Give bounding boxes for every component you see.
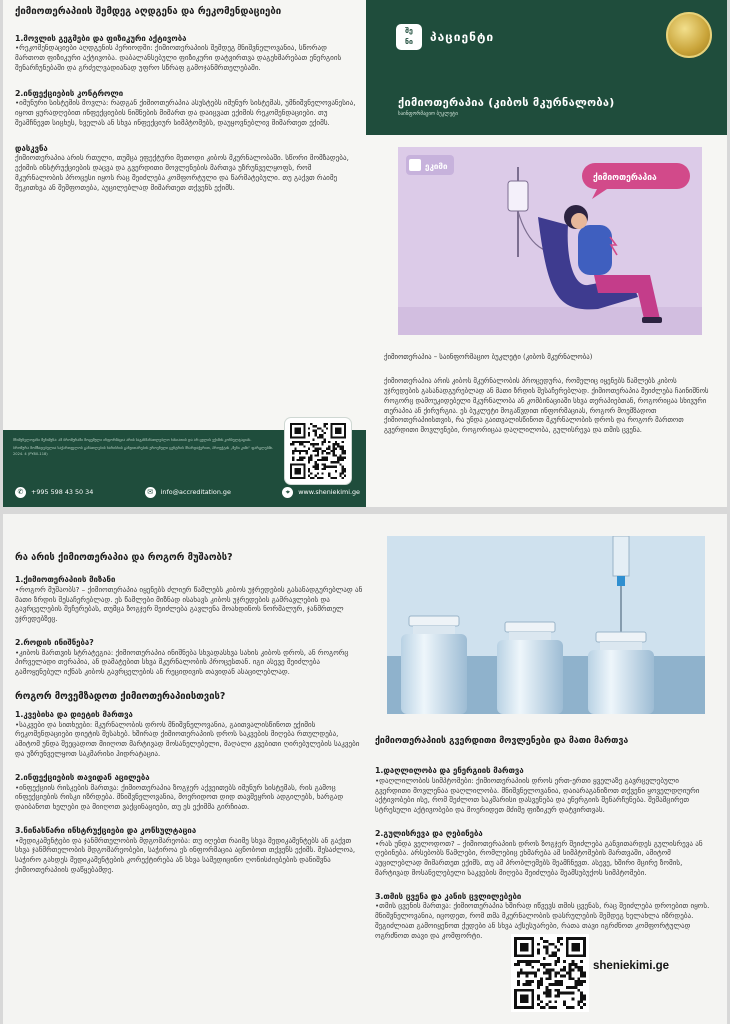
section-heading: 1.კვებისა და დიეტის მართვა bbox=[15, 709, 133, 719]
brand-logo bbox=[396, 24, 494, 50]
section-heading: 3.ნინასწარი ინსტრუქციები და კონსულტაცია bbox=[15, 825, 197, 835]
qr-code-watermark[interactable] bbox=[511, 934, 589, 1012]
section-infections bbox=[15, 89, 356, 128]
contact-phone[interactable] bbox=[15, 487, 93, 498]
logo-mark-top: შე bbox=[405, 27, 413, 35]
section-text: •როგორ მუშაობს? – ქიმიოთერაპია იყენებს ძლიერ წამლებს კიბოს უჯრედების გასანადგურებლად ან მათი ზრდის შესაჩერებლად. ეს წამლები მიზნად ისახავს კიბოს უჯრედების გამრავლების და გავრცელების შეჩერებას, თუმცა ზოგჯერ შეიძლება გავლენა მოახდინოს ნორმალურ, ჯანმრთელ უჯრედებზეც. bbox=[15, 584, 363, 624]
illustration-logo-text: ეკიმი bbox=[425, 162, 448, 171]
globe-icon: ⌖ bbox=[282, 487, 293, 498]
side-effects-heading: ქიმიოთერაპიის გვერდითი მოვლენები და მათი მართვა bbox=[375, 736, 629, 746]
section-text: ქიმიოთერაპია არის რთული, თუმცა ეფექტური მეთოდი კიბოს მკურნალობაში. სწორი მომზადება, ექიმის ინსტრუქციების დაცვა და გვერდითი მოვლენების მართვა უზრუნველყოფს, რომ მკურნალობის პროცესი იყოს რაც შეიძლება კომფორტული და წარმატებული. თუ გაქვთ რაიმე შეკითხვა ან შეშფოთება, აუცილებლად მიმართეთ თქვენს ექიმს. bbox=[15, 153, 349, 192]
brand-name: პაციენტი bbox=[430, 30, 495, 44]
brochure-page-2 bbox=[3, 514, 727, 1024]
section-heading: 1.მოვლის გეგმები და ფიზიკური აქტივობა bbox=[15, 33, 187, 43]
cover-subtitle: საინფორმაციო ბუკლეტი bbox=[398, 111, 458, 117]
section-text: •დაღლილობის სიმპტომები: ქიმიოთერაპიის დროს ერთ-ერთი ყველაზე გავრცელებული გვერდითი მოვლენაა დაღლილობა. მნიშვნელოვანია, დაიარაგანიზოთ თქვენი ყოველდღიური აქტივობები ისე, რომ შეძლოთ საკმარისი დასვენება და ენერგიის შენარჩუნება. შემამცირეთ სტრესული აქტივობები და მოერიდეთ მძიმე ფიზიკურ დატვირთვას. bbox=[375, 775, 700, 815]
section-infection-prevention bbox=[15, 773, 365, 812]
seal-badge bbox=[666, 12, 712, 58]
section-heading: 1.ქიმიოთერაპიის მიზანი bbox=[15, 575, 116, 584]
logo-mark-bottom: ნი bbox=[405, 38, 413, 46]
contact-website[interactable] bbox=[282, 487, 360, 498]
section-activity bbox=[15, 34, 356, 73]
footer-note: ბროშურა მომზადებულია საქართველოს განათლების ხარისხის განვითარების ეროვნული ცენტრის მხარდაჭერით, პროექტის „შენი კიმი“ ფარგლებში. 2024. 4 (PY80-118) bbox=[13, 446, 274, 456]
green-footer bbox=[3, 430, 366, 507]
section-heading: 2.გულისრევა და ღებინება bbox=[375, 828, 483, 838]
section-nausea bbox=[375, 829, 717, 878]
email-icon: ✉ bbox=[145, 487, 156, 498]
section-text: •რას უნდა ველოდოთ? – ქიმიოთერაპიის დროს ზოგჯერ შეიძლება განვითარდეს გულისრევა ან ღებინება. არსებობს წამლები, რომლებიც ეხმარება ამ სიმპტომების მართვაში, ამიტომ აუცილებლად მიმართეთ ექიმს, თუ ამ პრობლემებს შეამჩნევთ. ასევე, ხშირი მცირე ზომის, მარტივად მოსანელებელი საკვების მიღება შეიძლება შეამსუბუქოს სიმპტომები. bbox=[375, 838, 703, 877]
section-consultation bbox=[15, 826, 365, 875]
section-heading: 2.ინფექციების თავიდან აცილება bbox=[15, 772, 150, 782]
contact-bar bbox=[15, 484, 360, 500]
section-heading: 2.ინფექციების კონტროლი bbox=[15, 88, 124, 98]
section-text: •ინფექციის რისკების მართვა: ქიმიოთერაპია ზოგჯერ აქვეითებს იმუნურ სისტემას, რის გამოც ინფექციების რისკი იზრდება. მნიშვნელოვანია, მოერიდოთ დიდ თავშეყრის ადგილებს, ხარგად დაიბანოთ ხელები და მიიღოთ ვაქცინაციები, თუ ეს ექიმმა გირჩიათ. bbox=[15, 782, 344, 812]
footer-disclaimer bbox=[13, 438, 283, 460]
page2-right-column bbox=[375, 514, 727, 1024]
qr-code-graphic bbox=[514, 937, 586, 1009]
watermark-overlay bbox=[375, 914, 727, 1024]
section-text: •რეკომენდაციები აღდგენის პერიოდში: ქიმიოთერაპიის შემდეგ მნიშვნელოვანია, სწორად მართოთ ფიზიკური აქტივობა. დაბალანსებული ფიზიკური დატვირთვა დაგეხმარებათ ენერგიის შენარჩუნებაში და გრძელვადიანად უფრო სწრაფ გამოჯანმრთელებაში. bbox=[15, 43, 342, 72]
section-text: •იმუნური სისტემის მოვლა: რადგან ქიმიოთერაპია ასუსტებს იმუნურ სისტემას, უმნიშვნელოვანესია, იყოთ ყურადღებით ინფექციების ნიშნების მიმართ და დაიცვათ ექიმის რეკომენდაციები. თუ შეამჩნევთ სიცხეს, ხველას ან სხვა ინფექციურ სიმპტომებს, დაუყოვნებლივ მიმართეთ ექიმს. bbox=[15, 98, 356, 127]
vials-graphic bbox=[387, 536, 705, 714]
email-address: info@accreditation.ge bbox=[160, 488, 231, 496]
page2-heading-prepare: როგორ მოვემზადოთ ქიმიოთერაპიისთვის? bbox=[15, 690, 226, 702]
section-text: •თმის ცვენის მართვა: ქიმიოთერაპია ხშირად იწვევს თმის ცვენას, რაც შეიძლება დროებით იყოს. მნიშვნელოვანია, იცოდეთ, რომ თმა მკურნალობის დასრულების შემდეგ ხელახლა იზრდება. შეგიძლიათ გამოიყენოთ ქუდები ან სხვა აქსესუარები, რათა თავი იგრძნოთ კომფორტულად ოგრძნოთ თავი და კომფორტი. bbox=[375, 901, 710, 940]
vials-photo bbox=[387, 536, 705, 714]
watermark-website[interactable]: sheniekimi.ge bbox=[593, 960, 670, 972]
cover-header bbox=[366, 0, 727, 135]
website-url: www.sheniekimi.ge bbox=[298, 488, 360, 496]
section-conclusion bbox=[15, 144, 356, 193]
illustration-graphic bbox=[398, 147, 702, 335]
section-text: •მედიკამენტები და ჯანმრთელობის მდგომარეობა: თუ იღებთ რაიმე სხვა მედიკამენტებს ან გაქვთ სხვა ჯანმრთელობის მდგომარეობები, საჭიროა ეს ინფორმაცია აცნობოთ თქვენს ექიმს. შესაძლოა, საჭირო გახდეს მედიკამენტების კორექტირება ან სხვა სამედიცინო ღონისძიებების დანიშვნა ქიმიოთერაპიის დაწყებამდე. bbox=[15, 835, 356, 874]
cover-content bbox=[366, 135, 727, 507]
qr-code-graphic bbox=[290, 423, 346, 479]
phone-number: +995 598 43 50 34 bbox=[31, 488, 94, 496]
section-heading: 1.დაღლილობა და ენერგიის მართვა bbox=[375, 766, 524, 775]
section-diet bbox=[15, 710, 365, 759]
section-goal bbox=[15, 575, 365, 624]
page2-left-column bbox=[3, 514, 375, 1024]
illustration-bubble-text: ქიმიოთერაპია bbox=[593, 173, 657, 183]
section-heading: დასკვნა bbox=[15, 143, 48, 153]
page1-left-column bbox=[3, 0, 366, 430]
illustration-caption: ქიმიოთერაპია – საინფორმაციო ბუკლეტი (კიბოს მკურნალობა) bbox=[384, 353, 593, 361]
footer-note: მნიშვნელოვანი შენიშვნა: ამ ბროშურაში მოცემული ინფორმაცია არის საგანმანათლებლო ხასიათის და არ ცვლის ექიმის კონსულტაციას. bbox=[13, 438, 252, 442]
contact-email[interactable] bbox=[145, 487, 231, 498]
qr-code[interactable] bbox=[285, 418, 351, 484]
section-when bbox=[15, 638, 365, 677]
brand-logo-mark bbox=[396, 24, 422, 50]
section-heading: 3.თმის ცვენა და კანის ცვლილებები bbox=[375, 891, 522, 901]
section-text: •საკვები და სითხეები: მკურნალობის დროს მნიშვნელოვანია, გაითვალისწინოთ ექიმის რეკომენდაციები დიეტის შესახებ. ხშირად ქიმიოთერაპიის დროს საკვების მიღება რთულდება, ამიტომ უნდა შეეცადოთ მიიღოთ მარტივად მოსანელებელი, მაღალი კვებითი ღირებულების საკვები და უზრუნველყოთ საკმარისი ჰიდრატაცია. bbox=[15, 719, 360, 759]
page1-left-title: ქიმიოთერაპიის შემდეგ აღდგენა და რეკომენდაციები bbox=[15, 6, 282, 17]
section-fatigue bbox=[375, 766, 717, 815]
phone-icon: ✆ bbox=[15, 487, 26, 498]
cover-intro-text: ქიმიოთერაპია არის კიბოს მკურნალობის პროცედურა, რომელიც იყენებს წამლებს კიბოს უჯრედების გასანადგურებლად ან მათი ზრდის შესაჩერებლად. ქიმიოთერაპია შეიძლება ჩაინიშნოს როგორც დამოუკიდებელი მკურნალობა ან კომბინაციაში სხვა თერაპიებთან, როგორიცაა სხივური თერაპია ან ქირურგია. ეს ბუკლეტი მოგაწვდით ინფორმაციას, როგორ მოემზადოთ ქიმიოთერაპიისთვის, რა უნდა გაითვალისწინოთ მკურნალობის დროს და როგორ მართოთ გვერდითი მოვლენები, როგორიცაა დაღლილობა, გულისრევა და თმის ცვენა. bbox=[384, 377, 709, 435]
section-heading: 2.როდის ინიშნება? bbox=[15, 637, 94, 647]
brochure-page-1 bbox=[3, 0, 727, 507]
chemotherapy-illustration bbox=[398, 147, 702, 335]
cover-title: ქიმიოთერაპია (კიბოს მკურნალობა) bbox=[398, 96, 615, 109]
page2-heading-what-is: რა არის ქიმიოთერაპია და როგორ მუშაობს? bbox=[15, 552, 233, 563]
section-text: •კიბოს მართვის სტრატეგია: ქიმიოთერაპია ინიშნება სხვადასხვა სახის კიბოს დროს, ან როგორც პირველადი თერაპია, ან დამატებით სხვა მკურნალობის პროცესთან. იგი ასევე შეიძლება გამოყენებულ იქნას კიბოს გავრცელების ან რეციდივის თავიდან ასაცილებლად. bbox=[15, 647, 349, 677]
